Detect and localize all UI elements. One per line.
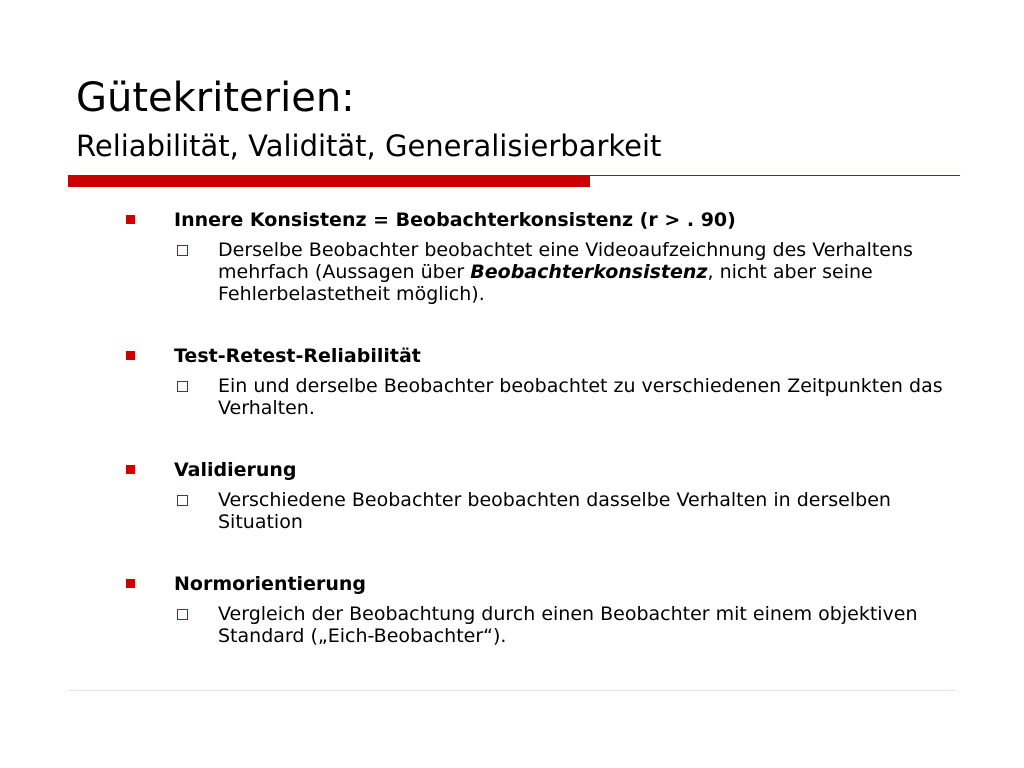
bullet-list xyxy=(0,207,1024,647)
sub-bullet-item xyxy=(0,239,1024,305)
filled-square-bullet-icon xyxy=(126,579,135,588)
section-normorientierung xyxy=(0,571,1024,647)
sub-bullet-item xyxy=(0,603,1024,647)
bullet-item xyxy=(0,207,1024,233)
sub-bullet-item xyxy=(0,489,1024,533)
sub-bullet-text: Derselbe Beobachter beobachtet eine Videoaufzeichnung des Verhaltens mehrfach (Aussagen über xyxy=(218,239,913,283)
slide-title: Gütekriterien: xyxy=(76,75,355,121)
bullet-item xyxy=(0,343,1024,369)
sub-bullet-text-after: , nicht aber seine Fehlerbelastetheit möglich). xyxy=(218,261,873,305)
section-test-retest xyxy=(0,343,1024,419)
filled-square-bullet-icon xyxy=(126,465,135,474)
sub-bullet-text: Ein und derselbe Beobachter beobachtet zu verschiedenen Zeitpunkten das Verhalten. xyxy=(218,375,943,419)
sub-bullet-text: Vergleich der Beobachtung durch einen Beobachter mit einem objektiven Standard („Eich-Beobachter“). xyxy=(218,603,918,647)
bullet-item xyxy=(0,457,1024,483)
section-heading: Innere Konsistenz = Beobachterkonsistenz (r > . 90) xyxy=(174,209,736,231)
hollow-square-bullet-icon xyxy=(177,245,188,256)
sub-bullet-emphasis: Beobachterkonsistenz xyxy=(470,261,708,283)
title-underline-thick xyxy=(68,175,590,187)
section-heading: Normorientierung xyxy=(174,573,366,595)
hollow-square-bullet-icon xyxy=(177,381,188,392)
filled-square-bullet-icon xyxy=(126,351,135,360)
hollow-square-bullet-icon xyxy=(177,495,188,506)
section-heading: Test-Retest-Reliabilität xyxy=(174,345,421,367)
hollow-square-bullet-icon xyxy=(177,609,188,620)
title-underline-thin xyxy=(590,175,960,176)
sub-bullet-item xyxy=(0,375,1024,419)
sub-bullet-text: Verschiedene Beobachter beobachten dasselbe Verhalten in derselben Situation xyxy=(218,489,891,533)
section-innere-konsistenz xyxy=(0,207,1024,305)
footer-divider xyxy=(68,690,956,691)
filled-square-bullet-icon xyxy=(126,215,135,224)
bullet-item xyxy=(0,571,1024,597)
slide-subtitle: Reliabilität, Validität, Generalisierbarkeit xyxy=(76,129,662,163)
section-validierung xyxy=(0,457,1024,533)
section-heading: Validierung xyxy=(174,459,297,481)
